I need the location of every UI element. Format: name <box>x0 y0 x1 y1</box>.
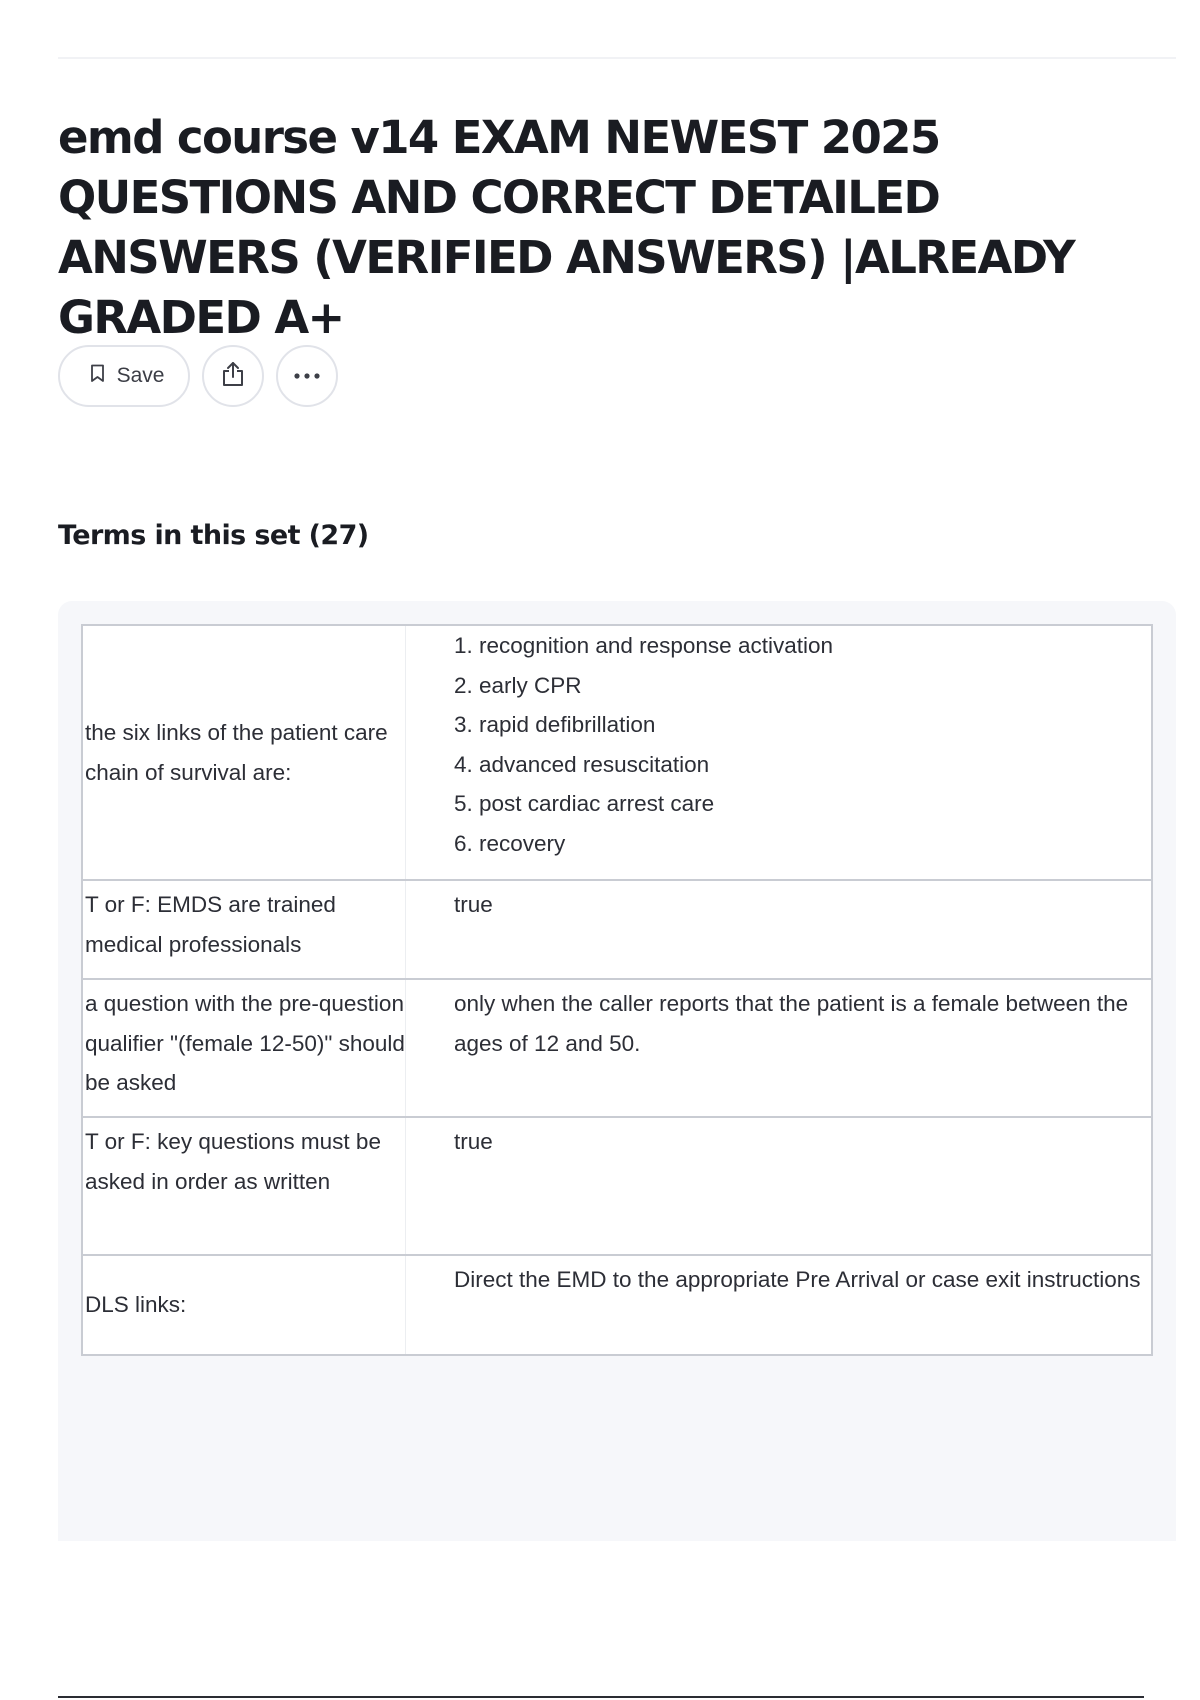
definition-line: 3. rapid defibrillation <box>454 712 656 737</box>
definition-cell <box>406 1255 1153 1355</box>
definition-line: only when the caller reports that the patient is a female between the ages of 12 and 50. <box>454 991 1129 1056</box>
term-cell: the six links of the patient care chain of survival are: <box>82 625 406 880</box>
more-dots-icon <box>293 367 321 385</box>
definition-line: 2. early CPR <box>454 672 582 698</box>
term-cell: T or F: key questions must be asked in order as written <box>82 1117 406 1255</box>
terms-heading: Terms in this set (27) <box>58 520 369 551</box>
definition-cell <box>406 1117 1153 1255</box>
table-row <box>82 979 1152 1117</box>
more-options-button[interactable] <box>276 345 338 407</box>
save-label: Save <box>116 364 165 387</box>
action-bar <box>58 345 338 407</box>
save-button[interactable] <box>58 345 190 407</box>
table-row <box>82 1117 1152 1255</box>
share-icon <box>220 360 246 393</box>
share-button[interactable] <box>202 345 264 407</box>
term-cell: DLS links: <box>82 1255 406 1355</box>
definition-cell <box>406 880 1153 979</box>
table-row <box>82 1255 1152 1355</box>
bottom-divider <box>58 1696 1144 1698</box>
top-divider <box>58 57 1176 59</box>
table-row <box>82 880 1152 979</box>
term-cell: T or F: EMDS are trained medical professionals <box>82 880 406 979</box>
term-cell: a question with the pre-question qualifier "(female 12-50)" should be asked <box>82 979 406 1117</box>
terms-table <box>81 624 1153 1356</box>
definition-line: 5. post cardiac arrest care <box>454 791 715 816</box>
page-title: emd course v14 EXAM NEWEST 2025 QUESTIONS AND CORRECT DETAILED ANSWERS (VERIFIED ANSWERS) |ALREADY GRADED A+ <box>58 111 1075 344</box>
definition-line: Direct the EMD to the appropriate Pre Arrival or case exit instructions <box>454 1267 1141 1292</box>
bookmark-icon <box>90 364 105 388</box>
definition-line: true <box>454 892 493 917</box>
definition-cell <box>406 625 1153 880</box>
definition-line: true <box>454 1129 493 1154</box>
definition-line: 1. recognition and response activation <box>454 633 833 658</box>
definition-line: 4. advanced resuscitation <box>454 751 710 777</box>
table-row <box>82 625 1152 880</box>
definition-line: 6. recovery <box>454 830 566 856</box>
definition-cell <box>406 979 1153 1117</box>
